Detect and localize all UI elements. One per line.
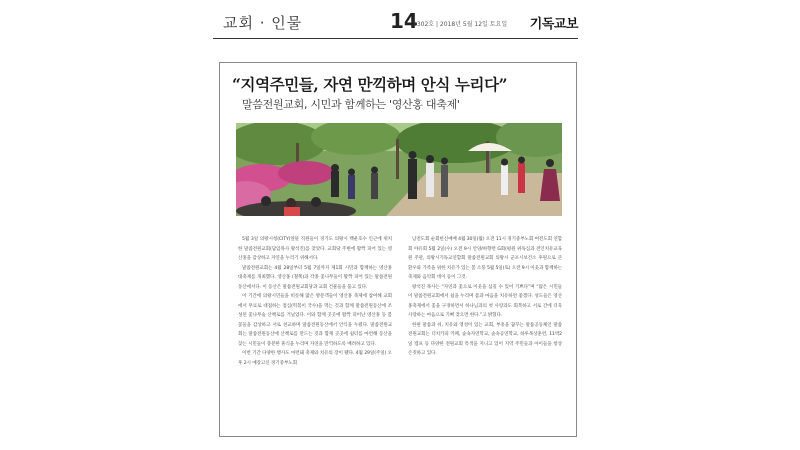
page-number: 14	[390, 9, 418, 33]
paragraph: 이번 기간 다양한 행사도 마련돼 축제와 치유의 장이 됐다. 4월 29일(주일) 오후 2시 예장고신 경기중부노회	[238, 351, 392, 366]
article-clipping	[219, 62, 577, 437]
article-column-right	[408, 235, 562, 359]
paragraph: 5월 3일 의왕시청(CITY)앞뜰 직원들이 경기도 의왕시 백운호수 인근에 위치한 말씀전원교회(담임목사 왕석진)를 찾았다. 교회당 주변에 활짝 피어 있는 영산홍을 감상하고 자연을 누리기 위해서다.	[238, 237, 392, 261]
section-title: 교회 · 인물	[223, 14, 303, 32]
article-headline: “지역주민들, 자연 만끽하며 안식 누리다”	[232, 75, 508, 94]
festival-photo-illustration	[236, 123, 562, 216]
masthead	[213, 8, 578, 39]
article-photo	[236, 123, 562, 216]
paragraph: 한편 말씀과 쉬, 치유와 영성이 있는 교회, 부흥을 꿈꾸는 말씀공동체인 말씀전원교회는 더치카피 카페, 숲속자연학교, 숲속공연학교, 하루목상훈련, 11박2일 캠프 등 다양한 전원교회 특색을 지니고 있어 지역 주민들과 아이들을 항상 손짓하고 있다.	[408, 322, 562, 356]
newspaper-logo: 기독교보	[529, 17, 578, 32]
article-body	[238, 235, 562, 430]
article-column-left	[238, 235, 392, 368]
issue-info: 1302호 | 2018년 5월 12일 토요일	[413, 21, 508, 28]
paragraph: 왕석진 목사는 “자연과 꽃으로 이웃을 섬길 수 있어 기쁘다”며 “많은 시민들이 말씀전원교회에서 쉼을 누리며 몸과 마음을 치유하면 좋겠다. 성도들은 영산홍축제에서 꽃을 구경하면서 하나님과의 첫 사랑과도 회복하고 서로 간에 더욱 사랑하는 마음으로 기뻐 찾으면 한다.”고 밝혔다.	[408, 284, 562, 318]
paragraph: 이 기간에 의왕시민들을 비롯해 많은 방문객들이 영산홍 축제에 참여해 교회에서 무료로 대접하는 점심(떡볶이 국수)을 먹는 것과 함께 말씀전원동산에 조성된 꽃나무숲 산책로를 거닐었다. 이와 함께 곳곳에 활짝 피어난 영산홍 등 봄꽃들을 감상하고 서로 친교하며 말씀전원동산에서 안식을 누렸다. 말씀전원교회는 말씀전원동산에 산책로를 만드는 것과 함께 곳곳에 쉼터를 마련해 동산을 찾는 시민들이 충분한 휴식을 누리며 자연을 만끽하도록 배려하고 있다.	[238, 294, 392, 347]
article-subheadline: 말씀전원교회, 시민과 함께하는 '영산홍 대축제'	[242, 98, 460, 111]
paragraph: 남전도회 순회헌신예배 4월 30일(월) 오전 11시 경기중부노회 여전도회 연합회 야유회 5월 2일(수) 오전 9시 안양/하향면 G회(평원 위독심과 전인치유교육원 주관, 의왕시기독교연합회 말씀전원교회 의왕시 군포시보건소 후원으로 큰 환우와 가족을 위한 치유가 있는 봄 소풍 5월 5일(토) 오전 9시 이웃과 함께하는 축제와 음악회 데이 등이 그것.	[408, 237, 562, 280]
paragraph: 말씀전원교회는 4월 28일부터 5월 7일까지 제1회 시민과 함께하는 영산홍 대축제를 개최했다. 영산홍 (철쭉)과 각종 꽃나무들이 활짝 피어 있는 말씀전원동산에서다. 이 동산은 말씀전원교회당과 교회 건물들을 품고 있다.	[238, 265, 392, 290]
